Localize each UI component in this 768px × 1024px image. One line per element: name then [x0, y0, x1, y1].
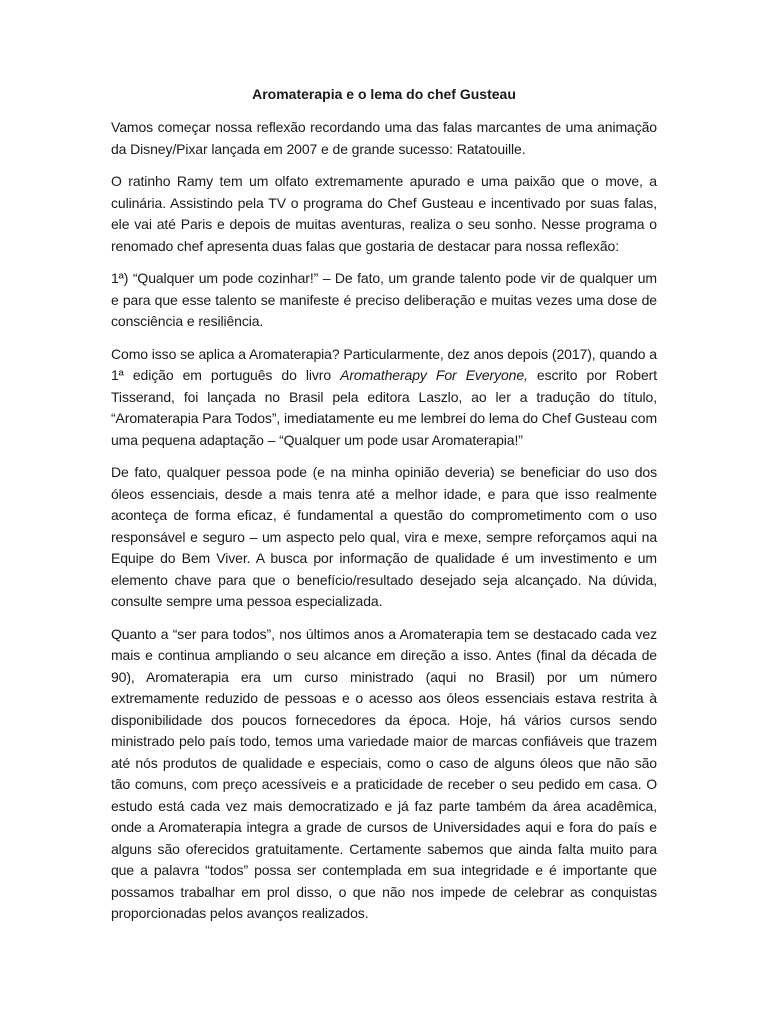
paragraph-book-text-after: escrito por Robert Tisserand, foi lançada no Brasil pela editora Laszlo, ao ler a tradução do título, “Aromaterapia Para Todos”, imediatamente eu me lembrei do lema do Chef Gusteau com uma pequena adaptação – “Qualquer um pode usar Aromaterapia!”	[111, 367, 657, 448]
paragraph-book-text-before: Como isso se aplica a Aromaterapia? Particularmente, dez anos depois (2017), quando a 1ª edição em português do livro	[111, 345, 657, 383]
book-title: Aromatherapy For Everyone,	[340, 367, 528, 383]
document-title: Aromaterapia e o lema do chef Gusteau	[252, 86, 516, 102]
paragraph-responsible-use: De fato, qualquer pessoa pode (e na minha opinião deveria) se beneficiar do uso dos óleos essenciais, desde a mais tenra até a melhor idade, e para que isso realmente aconteça de forma eficaz, é fundamental a questão do comprometimento com o uso responsável e seguro – um aspecto pelo qual, vira e mexe, sempre reforçamos aqui na Equipe do Bem Viver. A busca por informação de qualidade é um investimento e um elemento chave para que o benefício/resultado desejado seja alcançado. Na dúvida, consulte sempre uma pessoa especializada.	[111, 464, 657, 609]
paragraph-for-everyone: Quanto a “ser para todos”, nos últimos anos a Aromaterapia tem se destacado cada vez mais e continua ampliando o seu alcance em direção a isso. Antes (final da década de 90), Aromaterapia era um curso ministrado (aqui no Brasil) por um número extremamente reduzido de pessoas e o acesso aos óleos essenciais estava restrita à disponibilidade dos poucos fornecedores da época. Hoje, há vários cursos sendo ministrado pelo país todo, temos uma variedade maior de marcas confiáveis que trazem até nós produtos de qualidade e especiais, como o caso de alguns óleos que não são tão comuns, com preço acessíveis e a praticidade de receber o seu pedido em casa. O estudo está cada vez mais democratizado e já faz parte também da área acadêmica, onde a Aromaterapia integra a grade de cursos de Universidades aqui e fora do país e alguns são oferecidos gratuitamente. Certamente sabemos que ainda falta muito para que a palavra “todos” possa ser contemplada em sua integridade e é importante que possamos trabalhar em prol disso, o que não nos impede de celebrar as conquistas proporcionadas pelos avanços realizados.	[111, 625, 657, 921]
paragraph-intro: Vamos começar nossa reflexão recordando uma das falas marcantes de uma animação da Disney/Pixar lançada em 2007 e de grande sucesso: Ratatouille.	[111, 119, 657, 157]
paragraph-first-quote: 1ª) “Qualquer um pode cozinhar!” – De fato, um grande talento pode vir de qualquer um e para que esse talento se manifeste é preciso deliberação e muitas vezes uma dose de consciência e resiliência.	[111, 270, 657, 329]
document-page	[111, 84, 657, 936]
paragraph-ramy: O ratinho Ramy tem um olfato extremamente apurado e uma paixão que o move, a culinária. Assistindo pela TV o programa do Chef Gusteau e incentivado por suas falas, ele vai até Paris e depois de muitas aventuras, realiza o seu sonho. Nesse programa o renomado chef apresenta duas falas que gostaria de destacar para nossa reflexão:	[111, 173, 657, 254]
paragraph-aromatherapy-book	[111, 344, 657, 452]
